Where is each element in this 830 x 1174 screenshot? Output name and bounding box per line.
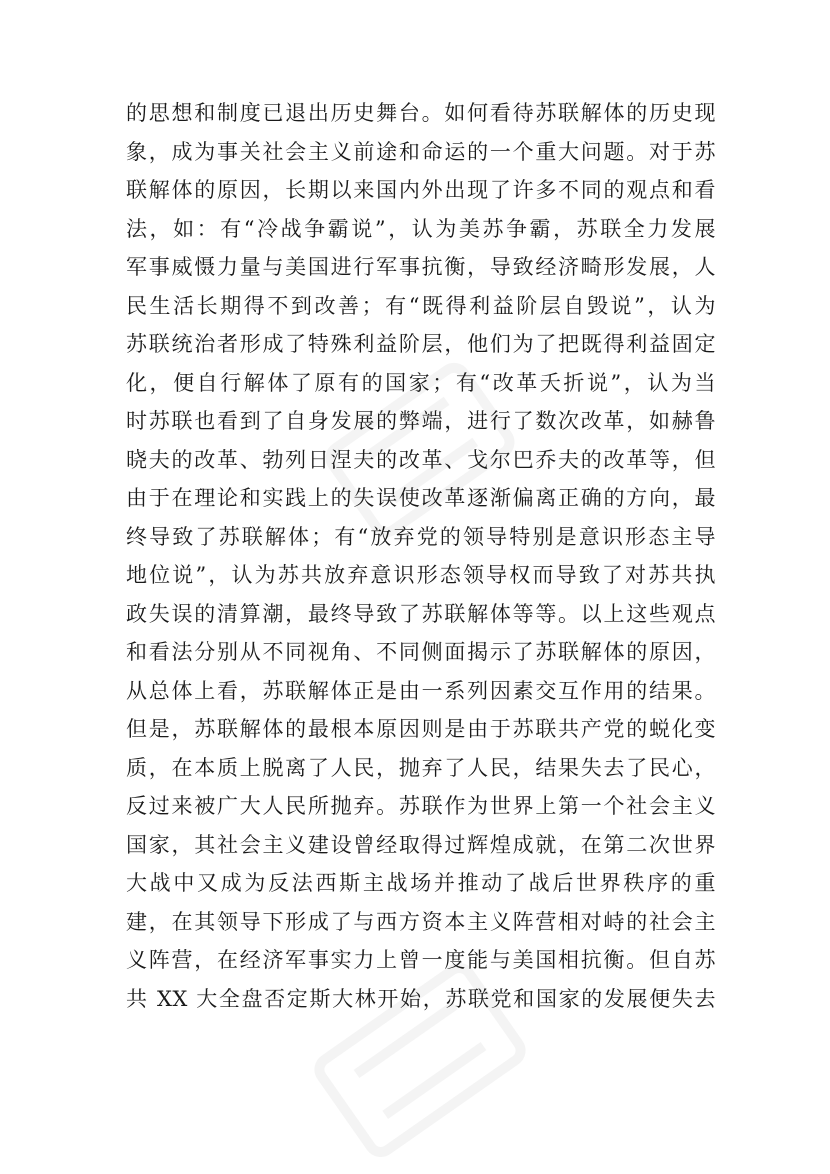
text-line: 由于在理论和实践上的失误使改革逐渐偏离正确的方向，最 xyxy=(126,486,716,510)
text-line: 民生活长期得不到改善；有“既得利益阶层自毁说”，认为 xyxy=(126,293,716,318)
text-line: 军事威慑力量与美国进行军事抗衡，导致经济畸形发展，人 xyxy=(126,255,716,279)
text-line: 化，便自行解体了原有的国家；有“改革夭折说”，认为当 xyxy=(126,370,716,395)
text-line: 国家，其社会主义建设曾经取得过辉煌成就，在第二次世界 xyxy=(126,832,716,857)
text-line: 苏联统治者形成了特殊利益阶层，他们为了把既得利益固定 xyxy=(126,332,716,356)
text-line: 晓夫的改革、勃列日涅夫的改革、戈尔巴乔夫的改革等，但 xyxy=(126,447,716,472)
text-line: 大战中又成为反法西斯主战场并推动了战后世界秩序的重 xyxy=(126,871,716,895)
text-line: 反过来被广大人民所抛弃。苏联作为世界上第一个社会主义 xyxy=(126,794,716,818)
text-line: 地位说”，认为苏共放弃意识形态领导权而导致了对苏共执 xyxy=(126,563,716,587)
text-line: 时苏联也看到了自身发展的弊端，进行了数次改革，如赫鲁 xyxy=(126,409,716,433)
text-line: 联解体的原因，长期以来国内外出现了许多不同的观点和看 xyxy=(126,178,716,202)
body-paragraph xyxy=(126,94,716,1018)
text-line: 和看法分别从不同视角、不同侧面揭示了苏联解体的原因， xyxy=(126,640,716,664)
text-line: 但是，苏联解体的最根本原因则是由于苏联共产党的蜕化变 xyxy=(126,717,716,741)
text-line: 建，在其领导下形成了与西方资本主义阵营相对峙的社会主 xyxy=(126,909,716,934)
text-line: 象，成为事关社会主义前途和命运的一个重大问题。对于苏 xyxy=(126,139,716,164)
text-line: 终导致了苏联解体；有“放弃党的领导特别是意识形态主导 xyxy=(126,524,716,549)
text-line: 义阵营，在经济军事实力上曾一度能与美国相抗衡。但自苏 xyxy=(126,948,716,972)
text-line: 的思想和制度已退出历史舞台。如何看待苏联解体的历史现 xyxy=(126,101,716,125)
text-line: 政失误的清算潮，最终导致了苏联解体等等。以上这些观点 xyxy=(126,601,716,626)
text-line: 质，在本质上脱离了人民，抛弃了人民，结果失去了民心， xyxy=(126,755,716,780)
text-line: 共 XX 大全盘否定斯大林开始，苏联党和国家的发展便失去 xyxy=(126,986,716,1011)
text-line: 从总体上看，苏联解体正是由一系列因素交互作用的结果。 xyxy=(126,678,716,703)
text-line: 法，如：有“冷战争霸说”，认为美苏争霸，苏联全力发展 xyxy=(126,216,716,241)
